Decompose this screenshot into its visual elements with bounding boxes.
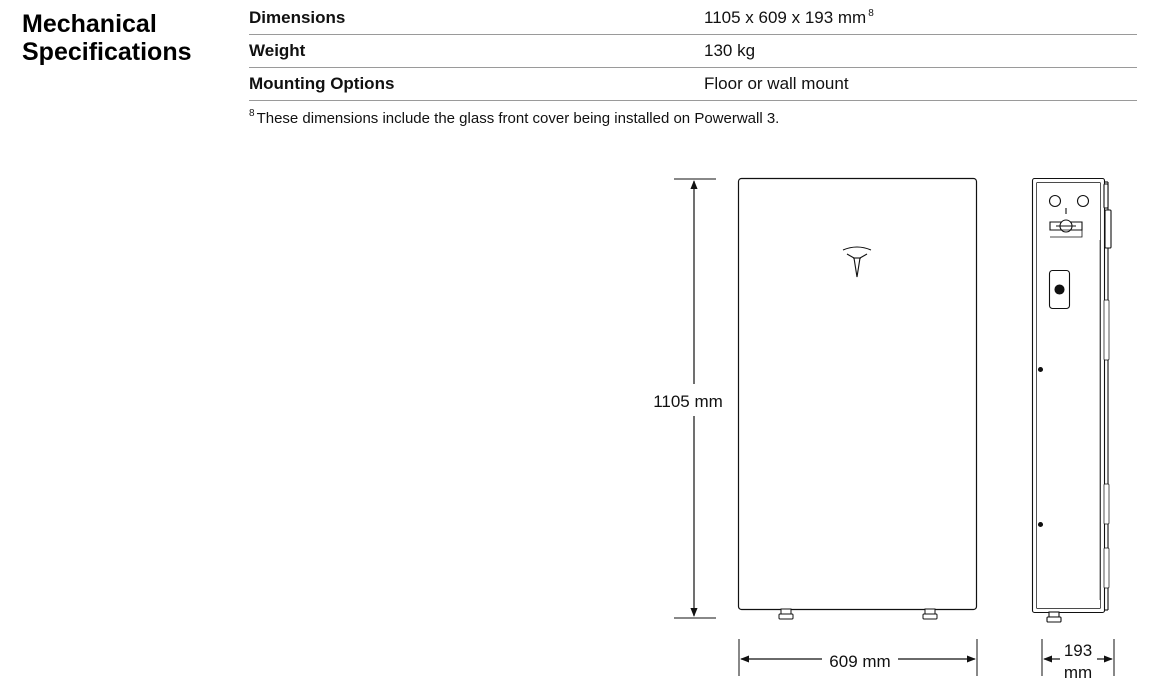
spec-value: Floor or wall mount: [704, 68, 1137, 101]
width-dimension: [739, 639, 977, 676]
spec-value: 130 kg: [704, 35, 1137, 68]
screw-lower-icon: [1039, 523, 1043, 527]
side-view: [1033, 179, 1112, 623]
footnote-text: These dimensions include the glass front cover being installed on Powerwall 3.: [256, 110, 780, 127]
screw-upper-icon: [1039, 368, 1043, 372]
footnote-marker: 8: [249, 108, 255, 119]
front-panel: [739, 179, 977, 610]
width-label: 609 mm: [829, 652, 891, 671]
front-view: [739, 179, 977, 620]
right-foot: [923, 609, 937, 619]
left-foot: [779, 609, 793, 619]
spec-label: Dimensions: [249, 2, 704, 35]
spec-label: Mounting Options: [249, 68, 704, 101]
side-foot: [1047, 612, 1061, 622]
section-title-line-1: Mechanical: [22, 10, 157, 38]
depth-label-line-1: 193: [1063, 641, 1093, 660]
side-body: [1033, 179, 1105, 613]
port-right-icon: [1078, 196, 1089, 207]
spec-label: Weight: [249, 35, 704, 68]
height-label: 1105 mm: [653, 392, 723, 411]
depth-dimension: [1042, 639, 1114, 682]
section-title-line-2: Specifications: [22, 38, 192, 66]
height-dimension: [653, 179, 723, 618]
indicator-light-icon: [1055, 285, 1064, 294]
depth-label-line-2: mm: [1063, 663, 1093, 682]
port-left-icon: [1050, 196, 1061, 207]
spec-value-text: 1105 x 609 x 193 mm: [704, 8, 867, 27]
footnote-reference: 8: [868, 8, 874, 19]
